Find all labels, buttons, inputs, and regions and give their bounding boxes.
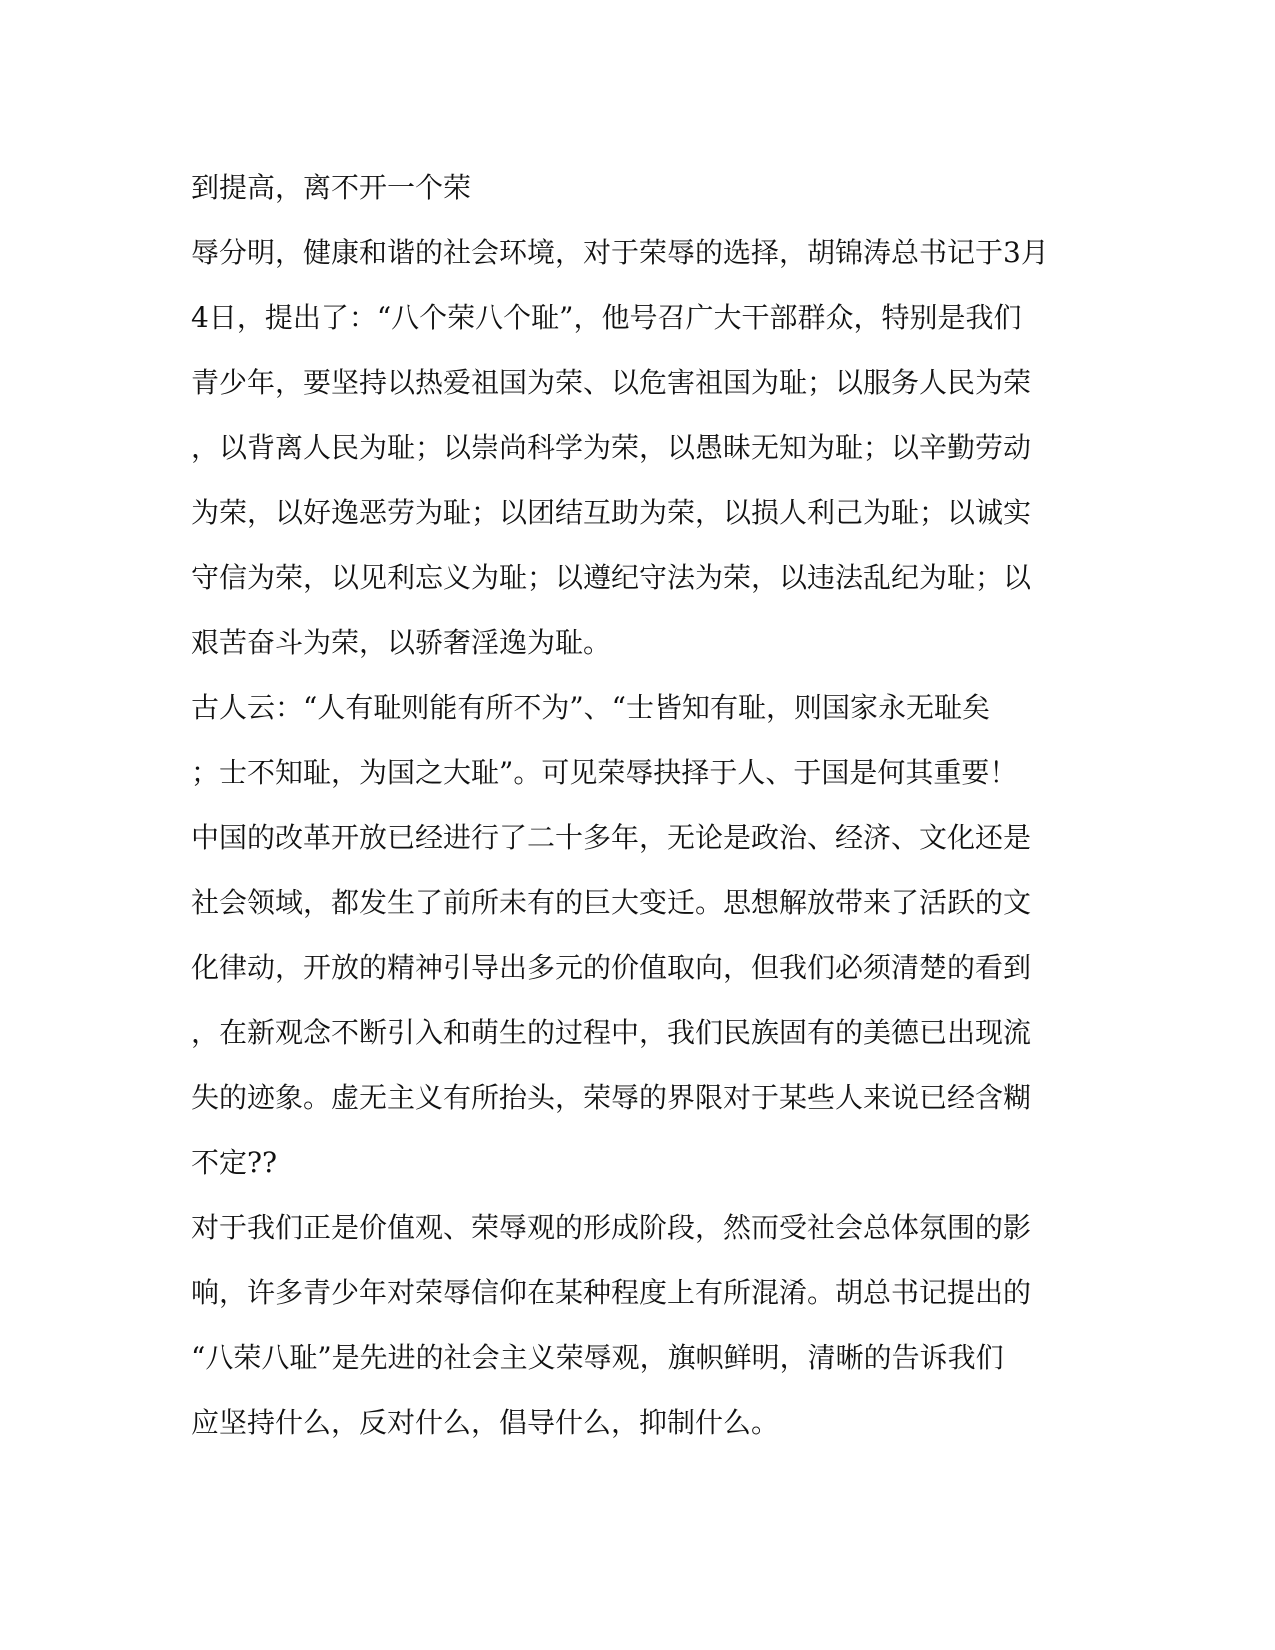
text-line-11: 中国的改革开放已经进行了二十多年，无论是政治、经济、文化还是: [191, 821, 1032, 854]
text-line-7: 守信为荣，以见利忘义为耻；以遵纪守法为荣，以违法乱纪为耻；以: [191, 561, 1032, 594]
text-line-14: ，在新观念不断引入和萌生的过程中，我们民族固有的美德已出现流: [191, 1016, 1032, 1049]
text-line-2: 辱分明，健康和谐的社会环境，对于荣辱的选择，胡锦涛总书记于3月: [191, 236, 1049, 269]
text-line-3: 4日，提出了：“八个荣八个耻”，他号召广大干部群众，特别是我们: [191, 301, 1022, 334]
text-line-10: ；士不知耻，为国之大耻”。可见荣辱抉择于人、于国是何其重要！: [191, 756, 1018, 789]
text-line-9: 古人云：“人有耻则能有所不为”、“士皆知有耻，则国家永无耻矣: [191, 691, 990, 724]
text-line-15: 失的迹象。虚无主义有所抬头，荣辱的界限对于某些人来说已经含糊: [191, 1081, 1032, 1114]
text-line-5: ，以背离人民为耻；以崇尚科学为荣，以愚昧无知为耻；以辛勤劳动: [191, 431, 1032, 464]
text-line-13: 化律动，开放的精神引导出多元的价值取向，但我们必须清楚的看到: [191, 951, 1032, 984]
body-text: [191, 155, 1091, 1455]
text-line-4: 青少年，要坚持以热爱祖国为荣、以危害祖国为耻；以服务人民为荣: [191, 366, 1032, 399]
text-line-18: 响，许多青少年对荣辱信仰在某种程度上有所混淆。胡总书记提出的: [191, 1276, 1032, 1309]
text-line-8: 艰苦奋斗为荣，以骄奢淫逸为耻。: [191, 626, 612, 659]
text-line-17: 对于我们正是价值观、荣辱观的形成阶段，然而受社会总体氛围的影: [191, 1211, 1032, 1244]
text-line-1: 到提高，离不开一个荣: [191, 171, 472, 204]
text-line-6: 为荣，以好逸恶劳为耻；以团结互助为荣，以损人利己为耻；以诚实: [191, 496, 1032, 529]
text-line-20: 应坚持什么，反对什么，倡导什么，抑制什么。: [191, 1406, 780, 1439]
text-line-19: “八荣八耻”是先进的社会主义荣辱观，旗帜鲜明，清晰的告诉我们: [191, 1341, 1004, 1374]
text-line-16: 不定??: [191, 1146, 278, 1179]
text-line-12: 社会领域，都发生了前所未有的巨大变迁。思想解放带来了活跃的文: [191, 886, 1032, 919]
